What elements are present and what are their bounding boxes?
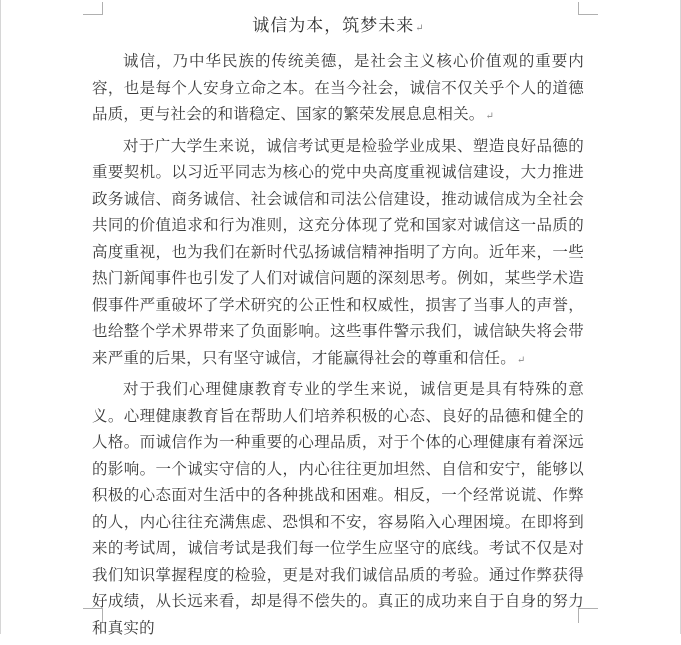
paragraph-2[interactable]: [92, 134, 584, 375]
paragraph-3-text: 对于我们心理健康教育专业的学生来说，诚信更是具有特殊的意义。心理健康教育旨在帮助人们培养积极的心态、良好的品德和健全的人格。而诚信作为一种重要的心理品质，对于个体的心理健康有着深远的影响。一个诚实守信的人，内心往往更加坦然、自信和安宁，能够以积极的心态面对生活中的各种挑战和困难。相反，一个经常说谎、作弊的人，内心往往充满焦虑、恐惧和不安，容易陷入心理困境。在即将到来的考试周，诚信考试是我们每一位学生应坚守的底线。考试不仅是对我们知识掌握程度的检验，更是对我们诚信品质的考验。通过作弊获得好成绩，从长远来看，却是得不偿失的。真正的成功来自于自身的努力和真实的: [92, 381, 584, 637]
document-title-text: 诚信为本，筑梦未来: [252, 16, 415, 35]
paragraph-1[interactable]: [92, 49, 584, 131]
paragraph-2-text: 对于广大学生来说，诚信考试更是检验学业成果、塑造良好品德的重要契机。以习近平同志为核心的党中央高度重视诚信建设，大力推进政务诚信、商务诚信、社会诚信和司法公信建设，推动诚信成为全社会共同的价值追求和行为准则，这充分体现了党和国家对诚信这一品质的高度重视，也为我们在新时代弘扬诚信精神指明了方向。近年来，一些热门新闻事件也引发了人们对诚信问题的深刻思考。例如，某些学术造假事件严重破坏了学术研究的公正性和权威性，损害了当事人的声誉，也给整个学术界带来了负面影响。这些事件警示我们，诚信缺失将会带来严重的后果，只有坚守诚信，才能赢得社会的尊重和信任。: [92, 137, 584, 367]
document-text-area[interactable]: [92, 13, 584, 645]
paragraph-mark-icon: ↵: [516, 354, 526, 366]
paragraph-mark-icon: ↵: [485, 111, 494, 122]
paragraph-1-text: 诚信，乃中华民族的传统美德，是社会主义核心价值观的重要内容，也是每个人安身立命之本。在当今社会，诚信不仅关乎个人的道德品质，更与社会的和谐稳定、国家的繁荣发展息息相关。: [92, 53, 584, 123]
paragraph-3[interactable]: [92, 377, 584, 642]
page-edge-left-line: [0, 0, 1, 634]
paragraph-mark-icon: ↵: [415, 23, 424, 34]
document-title[interactable]: [92, 13, 584, 42]
